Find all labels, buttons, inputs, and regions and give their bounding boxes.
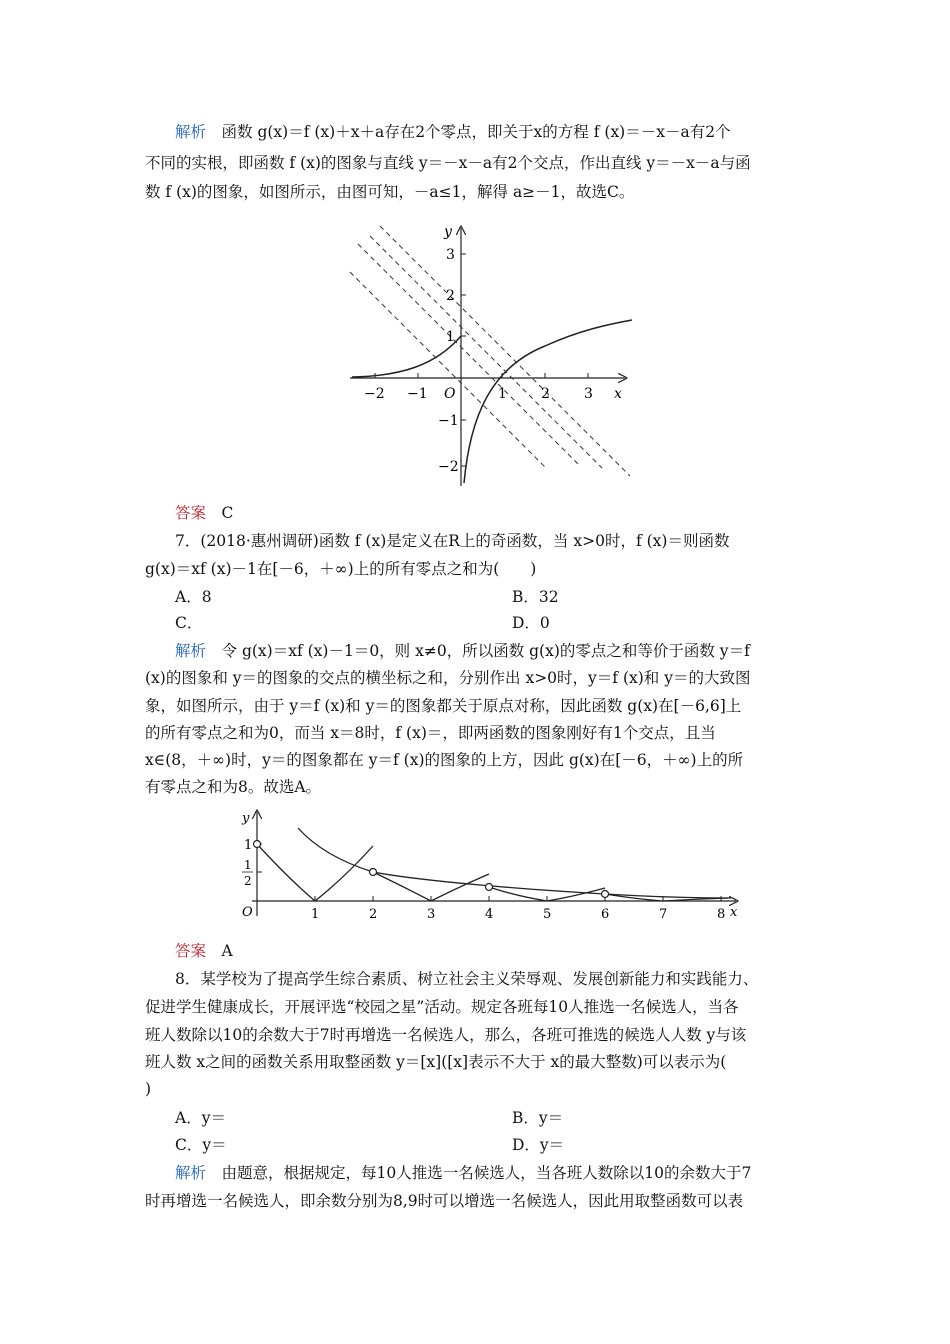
y-tick-label: 2 — [446, 288, 455, 304]
question-7-line-2: g(x)＝xf (x)－1在[－6，＋∞)上的所有零点之和为( ) — [145, 560, 537, 578]
function-graph-2 — [236, 808, 746, 923]
fraction-numerator: 1 — [244, 858, 252, 872]
option-d: D．0 — [512, 614, 550, 632]
x-tick-label: 4 — [485, 907, 494, 922]
y-tick-label: −2 — [438, 459, 459, 475]
x-tick-label: −2 — [364, 386, 385, 402]
analysis-line-5: x∈(8，＋∞)时，y＝的图象都在 y＝f (x)的图象的上方，因此 g(x)在[－6，＋∞)上的所 — [145, 751, 744, 769]
x-tick-label: 1 — [498, 386, 507, 402]
curve-left — [352, 336, 461, 377]
analysis-line-6: 有零点之和为8。故选A。 — [145, 778, 322, 796]
origin-label: O — [444, 386, 456, 402]
open-point — [486, 884, 493, 891]
question-8-line-5: ) — [145, 1080, 152, 1098]
answer-value: C — [221, 504, 234, 522]
option-d: D．y＝ — [512, 1136, 565, 1154]
answer-line-2 — [175, 940, 233, 962]
y-tick-label: −1 — [438, 413, 459, 429]
question-8-line-4: 班人数 x之间的函数关系用取整函数 y＝[x]([x]表示不大于 x的最大整数)可以表示为( — [145, 1053, 727, 1071]
answer-label: 答案 — [175, 942, 207, 960]
open-point — [370, 869, 377, 876]
option-c: C． — [175, 614, 203, 632]
analysis-line-3: 象，如图所示，由于 y＝f (x)和 y＝的图象都关于原点对称，因此函数 g(x)在[－6,6]上 — [145, 697, 742, 715]
question-8-line-2: 促进学生健康成长，开展评选“校园之星”活动。规定各班每10人推选一名候选人，当各 — [145, 998, 739, 1016]
answer-line-1 — [175, 502, 233, 524]
answer-value: A — [221, 942, 233, 960]
analysis-line-3: 数 f (x)的图象，如图所示，由图可知，－a≤1，解得 a≥－1，故选C。 — [145, 183, 635, 201]
question-7-line-1: 7．(2018·惠州调研)函数 f (x)是定义在R上的奇函数，当 x>0时，f (x)＝则函数 — [175, 532, 730, 550]
fraction-denominator: 2 — [244, 874, 252, 888]
function-graph-1 — [340, 218, 640, 490]
y-tick-label: 1 — [244, 838, 253, 853]
y-axis-label: y — [242, 811, 250, 826]
open-point — [602, 891, 609, 898]
x-tick-label: 2 — [541, 386, 550, 402]
option-b: B．y＝ — [512, 1109, 564, 1127]
analysis-label: 解析 — [175, 1164, 207, 1182]
question-8-line-3: 班人数除以10的余数大于7时再增选一名候选人，那么，各班可推选的候选人人数 y与该 — [145, 1026, 747, 1044]
analysis-line-1 — [175, 640, 750, 662]
x-axis-label: x — [614, 386, 622, 402]
x-tick-label: 8 — [717, 907, 726, 922]
option-a: A．y＝ — [175, 1109, 226, 1127]
x-axis-label: x — [730, 905, 738, 920]
open-point — [254, 841, 261, 848]
analysis-line-2: 时再增选一名候选人，即余数分别为8,9时可以增选一名候选人，因此用取整函数可以表 — [145, 1192, 744, 1210]
curve-reciprocal — [298, 828, 731, 898]
dashed-line-3 — [370, 236, 602, 468]
analysis-line-2: 不同的实根，即函数 f (x)的图象与直线 y＝－x－a有2个交点，作出直线 y＝－x－a与函 — [145, 154, 751, 172]
x-tick-label: 5 — [543, 907, 552, 922]
option-a: A．8 — [175, 588, 212, 606]
analysis-text: 由题意，根据规定，每10人推选一名候选人，当各班人数除以10的余数大于7 — [221, 1164, 752, 1182]
x-tick-label: 3 — [427, 907, 436, 922]
analysis-line-4: 的所有零点之和为0，而当 x＝8时，f (x)＝，即两函数的图象刚好有1个交点，且当 — [145, 724, 716, 742]
option-c: C．y＝ — [175, 1136, 227, 1154]
dashed-line-2 — [358, 244, 578, 464]
analysis-line-1 — [175, 121, 731, 143]
y-tick-label: 1 — [446, 329, 455, 345]
dashed-line-4 — [380, 226, 630, 476]
y-tick-label: 3 — [446, 247, 455, 263]
x-tick-label: 3 — [584, 386, 593, 402]
x-tick-label: 1 — [311, 907, 320, 922]
question-8-line-1: 8．某学校为了提高学生综合素质、树立社会主义荣辱观、发展创新能力和实践能力、 — [175, 970, 759, 988]
answer-label: 答案 — [175, 504, 207, 522]
analysis-label: 解析 — [175, 123, 207, 141]
analysis-text: 函数 g(x)＝f (x)＋x＋a存在2个零点，即关于x的方程 f (x)＝－x－a有2个 — [221, 123, 731, 141]
x-tick-label: 7 — [659, 907, 668, 922]
x-tick-label: 2 — [369, 907, 378, 922]
x-tick-label: −1 — [407, 386, 428, 402]
analysis-text: 令 g(x)＝xf (x)－1＝0，则 x≠0，所以函数 g(x)的零点之和等价于函数 y＝f — [221, 642, 750, 660]
y-axis-label: y — [444, 224, 452, 240]
curve-arc-1 — [257, 844, 373, 901]
analysis-line-1 — [175, 1162, 751, 1184]
analysis-line-2: (x)的图象和 y＝的图象的交点的横坐标之和，分别作出 x>0时，y＝f (x)和 y＝的大致图 — [145, 669, 751, 687]
origin-label: O — [242, 905, 253, 920]
x-tick-label: 6 — [601, 907, 610, 922]
option-b: B．32 — [512, 588, 559, 606]
analysis-label: 解析 — [175, 642, 207, 660]
